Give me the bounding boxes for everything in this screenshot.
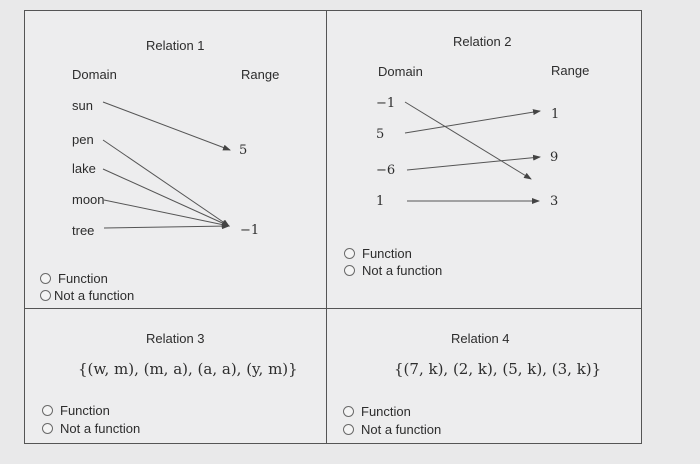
relation3-set: {(w, m), (m, a), (a, a), (y, m)} [78, 360, 298, 378]
r1-arrow-sun [103, 102, 230, 150]
relation2-domain-item: 5 [376, 127, 385, 142]
radio-circle-icon[interactable] [42, 423, 53, 434]
r2-arrow-neg1 [405, 102, 531, 179]
radio-circle-icon[interactable] [40, 290, 51, 301]
relation1-domain-item: lake [72, 161, 96, 176]
relation2-option-not-function[interactable]: Not a function [344, 263, 442, 278]
relation1-title: Relation 1 [146, 38, 205, 53]
relation1-option-function[interactable]: Function [40, 271, 108, 286]
radio-circle-icon[interactable] [343, 406, 354, 417]
r2-arrow-neg6 [407, 157, 540, 170]
relation1-domain-item: sun [72, 98, 93, 113]
relation2-domain-item: −1 [376, 96, 396, 111]
relation1-domain-item: moon [72, 192, 105, 207]
relation1-range-label: Range [241, 67, 280, 82]
radio-circle-icon[interactable] [40, 273, 51, 284]
relation1-domain-item: tree [72, 223, 95, 238]
relation4-set: {(7, k), (2, k), (5, k), (3, k)} [394, 360, 602, 378]
relation1-range-item: 5 [239, 143, 248, 158]
r1-arrow-lake [103, 169, 229, 226]
relation3-option-not-function[interactable]: Not a function [42, 421, 140, 436]
relation3-option-function[interactable]: Function [42, 403, 110, 418]
relation2-domain-item: 1 [376, 194, 385, 209]
radio-circle-icon[interactable] [344, 265, 355, 276]
radio-circle-icon[interactable] [42, 405, 53, 416]
relation2-domain-label: Domain [378, 64, 423, 79]
relation1-domain-label: Domain [72, 67, 117, 82]
relation4-option-not-function[interactable]: Not a function [343, 422, 441, 437]
relation4-title: Relation 4 [451, 331, 510, 346]
relation2-range-item: 1 [551, 107, 560, 122]
relation1-domain-item: pen [72, 132, 94, 147]
radio-circle-icon[interactable] [344, 248, 355, 259]
relation1-option-not-function[interactable]: Not a function [40, 288, 134, 303]
r1-arrow-tree [104, 226, 229, 228]
relation2-title: Relation 2 [453, 34, 512, 49]
relation2-range-item: 9 [550, 150, 559, 165]
relation2-range-label: Range [551, 63, 590, 78]
relation2-domain-item: −6 [376, 163, 396, 178]
relation2-option-function[interactable]: Function [344, 246, 412, 261]
relation1-range-item: −1 [240, 223, 260, 238]
radio-circle-icon[interactable] [343, 424, 354, 435]
relation3-title: Relation 3 [146, 331, 205, 346]
relation2-range-item: 3 [550, 194, 559, 209]
relation4-option-function[interactable]: Function [343, 404, 411, 419]
